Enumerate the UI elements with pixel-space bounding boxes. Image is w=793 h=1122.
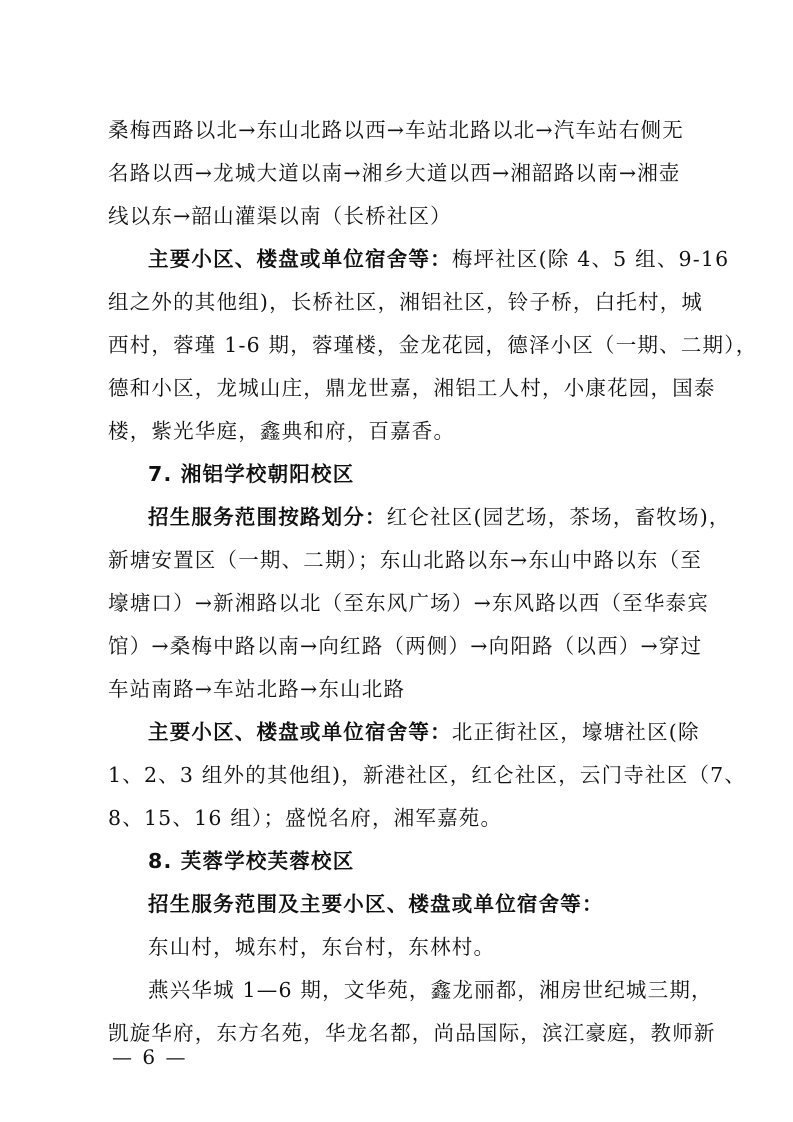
text-line: 1、2、3 组外的其他组)，新港社区，红仑社区，云门寺社区（7、 xyxy=(108,763,747,787)
section-text: 北正街社区，壕塘社区(除 xyxy=(451,720,700,744)
text-line: 8、15、16 组）；盛悦名府，湘军嘉苑。 xyxy=(108,806,503,830)
text-line xyxy=(148,500,748,534)
section-label: 主要小区、楼盘或单位宿舍等： xyxy=(148,720,452,744)
text-line: 燕兴华城 1—6 期，文华苑，鑫龙丽都，湘房世纪城三期， xyxy=(148,978,713,1002)
text-line: 组之外的其他组)，长桥社区，湘铝社区，铃子桥，白托村，城 xyxy=(108,290,704,314)
section-heading: 7. 湘铝学校朝阳校区 xyxy=(148,462,355,486)
text-line: 名路以西→龙城大道以南→湘乡大道以西→湘韶路以南→湘壶 xyxy=(108,161,681,185)
section-text: 红仑社区(园艺场，茶场，畜牧场)， xyxy=(386,505,731,529)
section-label: 主要小区、楼盘或单位宿舍等： xyxy=(148,247,452,271)
text-line: 楼，紫光华庭，鑫典和府，百嘉香。 xyxy=(108,419,456,443)
text-line: 车站南路→车站北路→东山北路 xyxy=(108,677,406,701)
text-line: 线以东→韶山灌渠以南（长桥社区） xyxy=(108,204,452,228)
section-label: 招生服务范围及主要小区、楼盘或单位宿舍等： xyxy=(148,892,604,916)
page-number: — 6 — xyxy=(112,1045,188,1069)
text-line xyxy=(148,715,748,749)
text-line: 馆）→桑梅中路以南→向红路（两侧）→向阳路（以西）→穿过 xyxy=(108,634,703,658)
text-line: 凯旋华府，东方名苑，华龙名都，尚品国际，滨江豪庭，教师新 xyxy=(108,1021,716,1045)
text-line xyxy=(148,242,748,276)
text-line: 壕塘口）→新湘路以北（至东风广场）→东风路以西（至华泰宾 xyxy=(108,591,709,615)
text-line: 新塘安置区（一期、二期）；东山北路以东→东山中路以东（至 xyxy=(108,548,703,572)
section-text: 梅坪社区(除 4、5 组、9-16 xyxy=(451,247,730,271)
section-heading: 8. 芙蓉学校芙蓉校区 xyxy=(148,849,355,873)
text-line: 桑梅西路以北→东山北路以西→车站北路以北→汽车站右侧无 xyxy=(108,118,684,142)
text-line: 东山村，城东村，东台村，东林村。 xyxy=(148,935,496,959)
section-label: 招生服务范围按路划分： xyxy=(148,505,387,529)
text-line: 西村，蓉瑾 1-6 期，蓉瑾楼，金龙花园，德泽小区（一期、二期）， xyxy=(108,333,758,357)
text-line: 德和小区，龙城山庄，鼎龙世嘉，湘铝工人村，小康花园，国泰 xyxy=(108,376,716,400)
